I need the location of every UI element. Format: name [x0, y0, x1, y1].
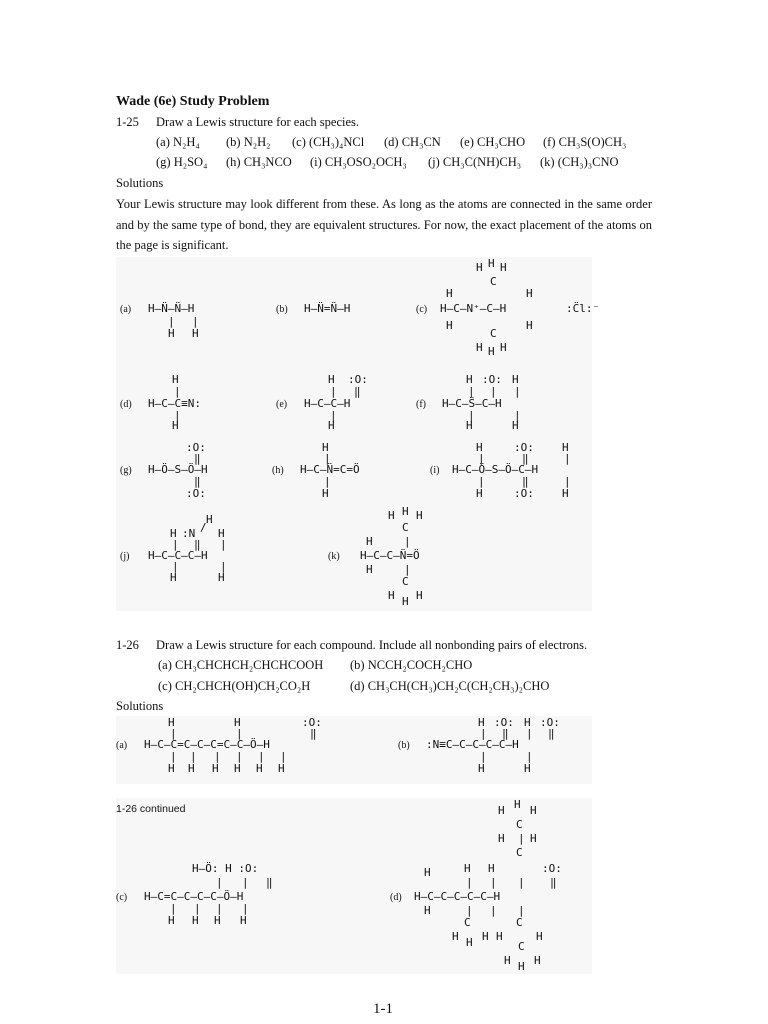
svg-text:‖: ‖ [522, 452, 529, 465]
svg-text:H: H [466, 373, 473, 386]
svg-text:|: | [220, 560, 227, 573]
svg-text:|: | [236, 727, 243, 740]
svg-text:H: H [500, 341, 507, 354]
svg-text:H: H [476, 341, 483, 354]
svg-text:H: H [366, 535, 373, 548]
svg-text:H: H [446, 319, 453, 332]
svg-text:|: | [466, 904, 473, 917]
svg-text:|: | [404, 535, 411, 548]
solutions-paragraph: Your Lewis structure may look different from these. As long as the atoms are connected in the same order and by the same type of bond, they are equivalent structures. For now, the exact placement of the atoms on the page is significant. [116, 197, 652, 252]
svg-text:|: | [192, 315, 199, 328]
svg-text:|: | [236, 750, 243, 763]
svg-text::O:: :O: [186, 441, 206, 454]
svg-text:H: H [466, 419, 473, 432]
svg-text:‖: ‖ [194, 452, 201, 465]
svg-text:H: H [476, 487, 483, 500]
svg-text:|: | [468, 409, 475, 422]
svg-text:C: C [490, 327, 497, 340]
svg-text:H: H [168, 762, 175, 775]
svg-text:H: H [476, 441, 483, 454]
svg-text:H: H [192, 327, 199, 340]
problem-prompt-1-25: Draw a Lewis structure for each species. [156, 115, 360, 129]
svg-text:H: H [388, 589, 395, 602]
svg-text:|: | [190, 750, 197, 763]
solutions-label-1: Solutions [116, 176, 164, 190]
svg-text:H: H [168, 327, 175, 340]
species-e: (e) CH₃CHO [460, 135, 526, 149]
species-d: (d) CH₃CN [384, 135, 441, 149]
solutions-label-2: Solutions [116, 699, 164, 713]
fig-label-1-26-b: (b) [398, 740, 410, 751]
svg-text:|: | [490, 904, 497, 917]
svg-text:|: | [214, 750, 221, 763]
svg-text:H: H [402, 595, 409, 608]
svg-text:H–C=C–C–C–C–Ö–H: H–C=C–C–C–C–Ö–H [144, 890, 244, 903]
svg-text:|: | [330, 409, 337, 422]
svg-text::O:: :O: [482, 373, 502, 386]
svg-text:C: C [490, 275, 497, 288]
fig-label-c: (c) [416, 304, 428, 315]
svg-text:H: H [172, 373, 179, 386]
svg-text:H: H [530, 804, 537, 817]
svg-text:|: | [466, 876, 473, 889]
fig-label-f: (f) [416, 399, 426, 410]
svg-text:|: | [170, 750, 177, 763]
svg-text:H: H [218, 527, 225, 540]
svg-text:‖: ‖ [194, 475, 201, 488]
svg-text:|: | [514, 385, 521, 398]
svg-text:H: H [524, 716, 531, 729]
svg-text:H: H [218, 571, 225, 584]
svg-text:H: H [526, 319, 533, 332]
svg-text:H: H [170, 527, 177, 540]
svg-text:H: H [512, 419, 519, 432]
svg-text:|: | [172, 538, 179, 551]
svg-text:C: C [516, 916, 523, 929]
svg-text:|: | [324, 475, 331, 488]
lewis-structures-figure-1-26-ab [116, 716, 592, 784]
species-h: (h) CH₃NCO [226, 155, 292, 169]
svg-text:C: C [402, 575, 409, 588]
svg-text:H: H [514, 798, 521, 811]
svg-text:H: H [328, 419, 335, 432]
svg-text::O:: :O: [494, 716, 514, 729]
svg-text:H: H [478, 762, 485, 775]
svg-text:H: H [478, 716, 485, 729]
svg-text:H: H [452, 930, 459, 943]
svg-text:|: | [174, 385, 181, 398]
svg-text:|: | [170, 727, 177, 740]
species-g: (g) H₂SO₄ [156, 155, 208, 169]
svg-text:H–N̈=N̈–H: H–N̈=N̈–H [304, 302, 351, 315]
svg-text:H: H [322, 441, 329, 454]
fig-label-1-26-a: (a) [116, 740, 128, 751]
svg-text:|: | [170, 902, 177, 915]
svg-text:|: | [216, 876, 223, 889]
svg-text:H: H [534, 954, 541, 967]
lewis-structures-figure-1-25 [116, 257, 600, 611]
svg-text:|: | [330, 385, 337, 398]
svg-text:H–C–Ö–S–Ö–C–H: H–C–Ö–S–Ö–C–H [452, 463, 539, 476]
svg-text::O:: :O: [348, 373, 368, 386]
fig-label-a: (a) [120, 304, 132, 315]
svg-text:‖: ‖ [502, 727, 509, 740]
svg-text:H: H [524, 762, 531, 775]
svg-text:H–N̈–N̈–H: H–N̈–N̈–H [148, 302, 195, 315]
svg-text:|: | [324, 452, 331, 465]
svg-text:H: H [188, 762, 195, 775]
problem-number-1-25: 1-25 [116, 115, 139, 129]
lewis-structures-figure-1-26-cd [116, 798, 592, 974]
svg-text:|: | [174, 409, 181, 422]
svg-text:‖: ‖ [194, 538, 201, 551]
svg-text:H: H [424, 904, 431, 917]
fig-label-1-26-d: (d) [390, 892, 402, 903]
svg-text:H: H [496, 930, 503, 943]
svg-text:|: | [216, 902, 223, 915]
svg-text:|: | [514, 409, 521, 422]
svg-text:‖: ‖ [354, 385, 361, 398]
svg-text::O:: :O: [542, 862, 562, 875]
svg-text:H–C–N̈=C=Ö: H–C–N̈=C=Ö [300, 463, 360, 476]
svg-text:H: H [278, 762, 285, 775]
svg-text:|: | [194, 902, 201, 915]
svg-text::O:: :O: [514, 487, 534, 500]
species-c: (c) (CH₃)₄NCl [292, 135, 365, 149]
compound-a: (a) CH₃CHCHCH₂CHCHCOOH [158, 658, 324, 672]
svg-text:|: | [526, 750, 533, 763]
svg-text:H: H [512, 373, 519, 386]
svg-text:H–C–C–N̈=Ö: H–C–C–N̈=Ö [360, 549, 420, 562]
page-title: Wade (6e) Study Problem [116, 94, 270, 109]
compound-c: (c) CH₂CHCH(OH)CH₂CO₂H [158, 679, 311, 693]
svg-text:H: H [172, 419, 179, 432]
svg-text:H: H [498, 804, 505, 817]
svg-text:|: | [220, 538, 227, 551]
svg-text:H: H [504, 954, 511, 967]
svg-text:H: H [234, 762, 241, 775]
svg-text:|: | [490, 385, 497, 398]
svg-text:H: H [322, 487, 329, 500]
svg-text:‖: ‖ [266, 876, 273, 889]
svg-text:H: H [416, 589, 423, 602]
species-j: (j) CH₃C(NH)CH₃ [428, 155, 522, 169]
svg-text:/: / [200, 521, 207, 534]
svg-text:H: H [192, 914, 199, 927]
svg-text:H: H [234, 716, 241, 729]
svg-text:C: C [402, 521, 409, 534]
svg-text:|: | [478, 452, 485, 465]
svg-text:|: | [258, 750, 265, 763]
svg-text:|: | [526, 727, 533, 740]
svg-text:‖: ‖ [548, 727, 555, 740]
svg-text:‖: ‖ [310, 727, 317, 740]
svg-text:|: | [518, 904, 525, 917]
species-k: (k) (CH₃)₃CNO [540, 155, 619, 169]
fig-label-e: (e) [276, 399, 288, 410]
svg-text:|: | [480, 727, 487, 740]
svg-text:‖: ‖ [522, 475, 529, 488]
svg-text:H: H [212, 762, 219, 775]
svg-text:|: | [468, 385, 475, 398]
svg-text:H: H [488, 862, 495, 875]
svg-text:H: H [256, 762, 263, 775]
svg-text:H: H [424, 866, 431, 879]
svg-text:H: H [168, 914, 175, 927]
compound-b: (b) NCCH₂COCH₂CHO [350, 658, 473, 672]
svg-text:H–C–C–C–H: H–C–C–C–H [148, 549, 208, 562]
svg-text:H: H [536, 930, 543, 943]
fig-label-b: (b) [276, 304, 288, 315]
svg-text::O:: :O: [186, 487, 206, 500]
fig-label-k: (k) [328, 551, 340, 562]
svg-text:H: H [328, 373, 335, 386]
svg-text:|: | [518, 876, 525, 889]
svg-text:H: H [500, 261, 507, 274]
svg-text:H–Ö–S–Ö–H: H–Ö–S–Ö–H [148, 463, 208, 476]
svg-text:|: | [480, 750, 487, 763]
svg-text:‖: ‖ [550, 876, 557, 889]
svg-text:H: H [488, 345, 495, 358]
svg-text:H: H [562, 487, 569, 500]
svg-text:H: H [240, 914, 247, 927]
svg-text::O:: :O: [514, 441, 534, 454]
species-f: (f) CH₃S(O)CH₃ [543, 135, 627, 149]
continued-label: 1-26 continued [116, 803, 186, 815]
fig-label-i: (i) [430, 465, 440, 476]
svg-text:H: H [366, 563, 373, 576]
svg-text:|: | [490, 876, 497, 889]
svg-text::N: :N [182, 527, 196, 540]
svg-text:H: H [170, 571, 177, 584]
svg-text:H: H [402, 505, 409, 518]
fig-label-d: (d) [120, 399, 132, 410]
svg-text:H: H [446, 287, 453, 300]
svg-text:|: | [242, 902, 249, 915]
svg-text:H: H [488, 257, 495, 270]
species-b: (b) N₂H₂ [226, 135, 271, 149]
species-a: (a) N₂H₄ [156, 135, 200, 149]
svg-text:H: H [518, 960, 525, 973]
fig-label-j: (j) [120, 551, 130, 562]
svg-text:H: H [464, 862, 471, 875]
svg-text::O:: :O: [302, 716, 322, 729]
svg-text::C̈l:⁻: :C̈l:⁻ [566, 302, 600, 315]
svg-text:H–C–C–C–C–C–H: H–C–C–C–C–C–H [414, 890, 501, 903]
problem-number-1-26: 1-26 [116, 638, 139, 652]
problem-prompt-1-26: Draw a Lewis structure for each compound. Include all nonbonding pairs of electrons. [156, 638, 588, 652]
species-i: (i) CH₃OSO₂OCH₃ [310, 155, 407, 169]
svg-text:C: C [516, 818, 523, 831]
svg-text:H–C–S̈–C–H: H–C–S̈–C–H [442, 397, 502, 410]
svg-text:H: H [388, 509, 395, 522]
svg-text:|: | [564, 452, 571, 465]
svg-text:H: H [214, 914, 221, 927]
svg-text:|: | [168, 315, 175, 328]
svg-text:H: H [482, 930, 489, 943]
svg-text::N≡C–C–C–C–C–H: :N≡C–C–C–C–C–H [426, 738, 519, 751]
svg-text:H: H [498, 832, 505, 845]
svg-text:|: | [564, 475, 571, 488]
svg-text:H: H [562, 441, 569, 454]
svg-text:H–C–N⁺–C–H: H–C–N⁺–C–H [440, 302, 507, 315]
svg-text:H: H [530, 832, 537, 845]
svg-text:|: | [518, 832, 525, 845]
svg-text:|: | [404, 563, 411, 576]
svg-text:C: C [518, 940, 525, 953]
svg-text:H: H [416, 509, 423, 522]
svg-text::O:: :O: [540, 716, 560, 729]
svg-text:H: H [168, 716, 175, 729]
page-number: 1-1 [373, 1001, 393, 1017]
svg-text:H–C–C≡N:: H–C–C≡N: [148, 397, 201, 410]
fig-label-h: (h) [272, 465, 284, 476]
fig-label-g: (g) [120, 465, 132, 476]
svg-text:|: | [242, 876, 249, 889]
svg-text:|: | [172, 560, 179, 573]
svg-text:H: H [206, 513, 213, 526]
svg-text:H: H [466, 936, 473, 949]
compound-d: (d) CH₃CH(CH₃)CH₂C(CH₂CH₃)₂CHO [350, 679, 550, 693]
svg-text:|: | [478, 475, 485, 488]
svg-text:|: | [280, 750, 287, 763]
svg-text:H–C–C=C–C–C=C–C–Ö–H: H–C–C=C–C–C=C–C–Ö–H [144, 738, 270, 751]
svg-text:H: H [526, 287, 533, 300]
fig-label-1-26-c: (c) [116, 892, 128, 903]
svg-text:H: H [476, 261, 483, 274]
svg-text:C: C [464, 916, 471, 929]
svg-text:C: C [516, 846, 523, 859]
svg-text:H–C–C–H: H–C–C–H [304, 397, 351, 410]
svg-text:H–Ö: H :O:: H–Ö: H :O: [192, 862, 259, 875]
